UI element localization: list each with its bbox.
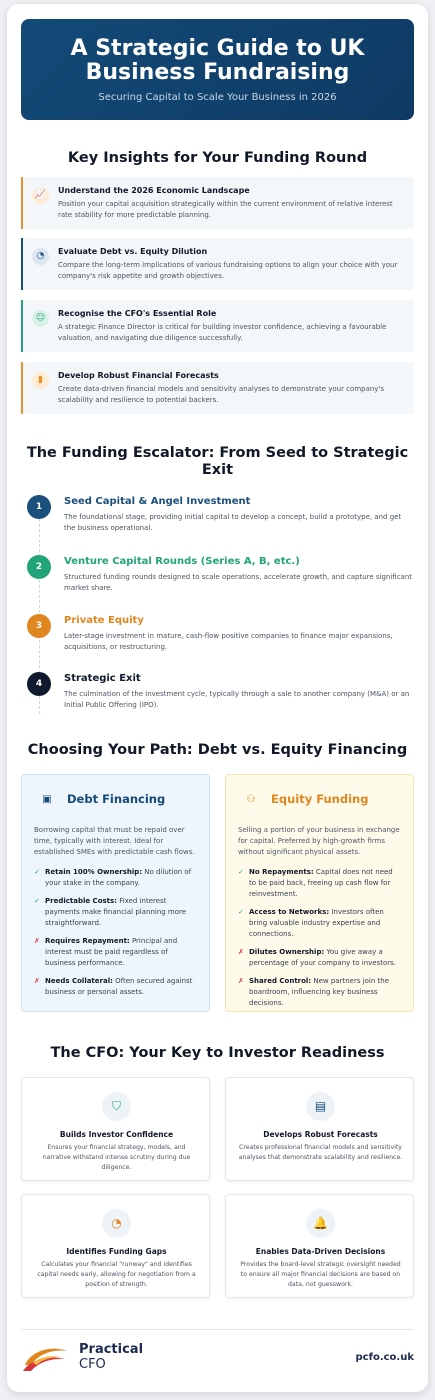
insight-accent-bar bbox=[21, 300, 23, 352]
hero-subtitle: Securing Capital to Scale Your Business in 2026 bbox=[98, 92, 337, 103]
escalator-title bbox=[7, 445, 428, 479]
step-number: 2 bbox=[27, 555, 51, 579]
cross-icon: ✗ bbox=[238, 977, 244, 985]
logo-text-line-2: CFO bbox=[79, 1357, 106, 1372]
logo-text bbox=[79, 1342, 143, 1372]
insight-title: Develop Robust Financial Forecasts bbox=[58, 371, 219, 380]
cfo-card-title: Enables Data-Driven Decisions bbox=[255, 1247, 386, 1256]
list-item bbox=[238, 867, 401, 900]
list-item bbox=[34, 896, 197, 929]
check-icon: ✓ bbox=[34, 897, 40, 905]
website-link[interactable]: pcfo.co.uk bbox=[355, 1352, 414, 1363]
escalator-title-line-1: The Funding Escalator: From Seed to Strategic bbox=[26, 445, 409, 461]
main-title bbox=[21, 37, 414, 85]
cfo-card-title: Identifies Funding Gaps bbox=[66, 1247, 167, 1256]
document-icon: ▤ bbox=[306, 1092, 335, 1121]
cross-icon: ✗ bbox=[34, 937, 40, 945]
step-title: Strategic Exit bbox=[64, 673, 141, 684]
point-text: Often secured against business or personal assets. bbox=[45, 977, 193, 996]
list-item bbox=[238, 976, 401, 1009]
point-label: Predictable Costs: bbox=[45, 897, 117, 905]
list-item bbox=[34, 976, 197, 998]
equity-card-header bbox=[238, 791, 401, 815]
insight-title: Understand the 2026 Economic Landscape bbox=[58, 186, 250, 195]
point-text: New partners join the boardroom, influencing key business decisions. bbox=[249, 977, 390, 1007]
main-title-line-1: A Strategic Guide to UK bbox=[70, 36, 365, 61]
step-desc: The culmination of the investment cycle, typically through a sale to another company (M&A) or an Initial Public Offering (IPO). bbox=[64, 690, 410, 709]
wallet-icon: ▣ bbox=[42, 794, 52, 805]
insight-card bbox=[21, 238, 414, 290]
user-check-icon: ☺ bbox=[32, 310, 49, 327]
check-icon: ✓ bbox=[238, 908, 244, 916]
step-number: 3 bbox=[27, 614, 51, 638]
list-item bbox=[34, 936, 197, 969]
insight-desc: Create data-driven financial models and sensitivity analyses to demonstrate your company's scalability and resilience to potential backers. bbox=[58, 385, 385, 404]
insight-card bbox=[21, 300, 414, 352]
insight-desc: Position your capital acquisition strategically within the current environment of relative interest rate stability for more predictable planning. bbox=[58, 200, 393, 219]
insights-title: Key Insights for Your Funding Round bbox=[67, 150, 368, 166]
step-title: Private Equity bbox=[64, 615, 144, 626]
check-icon: ✓ bbox=[34, 868, 40, 876]
list-item bbox=[238, 947, 401, 969]
chart-icon: 📈 bbox=[32, 187, 49, 204]
cfo-card bbox=[21, 1077, 210, 1181]
point-label: Dilutes Ownership: bbox=[249, 948, 325, 956]
insight-desc: A strategic Finance Director is critical for building investor confidence, achieving a favourable valuation, and navigating due diligence successfully. bbox=[58, 323, 387, 342]
infographic-page bbox=[7, 4, 428, 1392]
users-icon: ⚇ bbox=[246, 794, 256, 805]
equity-points bbox=[238, 867, 401, 1009]
escalator-title-line-2: Exit bbox=[201, 462, 234, 478]
insight-accent-bar bbox=[21, 362, 23, 414]
insight-accent-bar bbox=[21, 238, 23, 290]
practical-cfo-logo bbox=[21, 1341, 151, 1377]
shield-icon: ⛉ bbox=[102, 1092, 131, 1121]
pie-chart-icon: ◔ bbox=[102, 1209, 131, 1238]
footer-divider bbox=[21, 1329, 414, 1330]
step-desc: Structured funding rounds designed to scale operations, accelerate growth, and capture significant market share. bbox=[64, 573, 413, 592]
step-desc: Later-stage investment in mature, cash-flow positive companies to finance major expansions, acquisitions, or restructuring. bbox=[64, 632, 393, 651]
equity-card-intro: Selling a portion of your business in exchange for capital. Preferred by high-growth firms without significant physical assets. bbox=[238, 826, 400, 856]
step-title: Seed Capital & Angel Investment bbox=[64, 496, 251, 507]
point-text: Investors often bring valuable industry expertise and connections. bbox=[249, 908, 384, 938]
point-label: Retain 100% Ownership: bbox=[45, 868, 143, 876]
pie-icon: ◔ bbox=[32, 248, 49, 265]
point-text: Principal and interest must be paid regardless of business performance. bbox=[45, 937, 178, 967]
equity-card-title: Equity Funding bbox=[271, 792, 369, 806]
point-label: Needs Collateral: bbox=[45, 977, 113, 985]
cfo-card bbox=[225, 1077, 414, 1181]
step-desc: The foundational stage, providing initial capital to develop a concept, build a prototype, and get the business operational. bbox=[64, 513, 402, 532]
insight-title: Recognise the CFO's Essential Role bbox=[58, 309, 217, 318]
list-item bbox=[34, 867, 197, 889]
debt-card bbox=[21, 774, 210, 1012]
debt-points bbox=[34, 867, 197, 998]
debt-card-header bbox=[34, 791, 197, 815]
point-label: No Repayments: bbox=[249, 868, 314, 876]
debt-card-title: Debt Financing bbox=[67, 792, 166, 806]
main-title-line-2: Business Fundraising bbox=[85, 60, 350, 85]
hero-banner bbox=[21, 19, 414, 120]
insight-desc: Compare the long-term implications of various fundraising options to align your choice with your company's risk appetite and growth objectives. bbox=[58, 261, 398, 280]
paths-title: Choosing Your Path: Debt vs. Equity Financing bbox=[27, 742, 408, 758]
point-text: Fixed interest payments make financial planning more straightforward. bbox=[45, 897, 187, 927]
check-icon: ✓ bbox=[238, 868, 244, 876]
cfo-card-desc: Calculates your financial "runway" and identifies capital needs early, allowing for negotiation from a position of strength. bbox=[37, 1261, 196, 1288]
cfo-title: The CFO: Your Key to Investor Readiness bbox=[50, 1045, 385, 1061]
cfo-card bbox=[225, 1194, 414, 1298]
insight-card bbox=[21, 362, 414, 414]
cross-icon: ✗ bbox=[238, 948, 244, 956]
point-text: No dilution of your stake in the company. bbox=[45, 868, 192, 887]
debt-card-intro: Borrowing capital that must be repaid over time, typically with interest. Ideal for established SMEs with predictable cash flows. bbox=[34, 826, 195, 856]
logo-text-line-1: Practical bbox=[79, 1342, 144, 1357]
point-text: Capital does not need to be paid back, freeing up cash flow for reinvestment. bbox=[249, 868, 393, 898]
cross-icon: ✗ bbox=[34, 977, 40, 985]
cfo-card-title: Develops Robust Forecasts bbox=[263, 1130, 378, 1139]
list-item bbox=[238, 907, 401, 940]
logo-mark-icon bbox=[21, 1343, 71, 1375]
point-label: Access to Networks: bbox=[249, 908, 330, 916]
cfo-card-title: Builds Investor Confidence bbox=[59, 1130, 174, 1139]
insight-title: Evaluate Debt vs. Equity Dilution bbox=[58, 247, 208, 256]
step-number: 4 bbox=[27, 672, 51, 696]
bar-chart-icon: ▮ bbox=[32, 372, 49, 389]
step-number: 1 bbox=[27, 495, 51, 519]
insight-accent-bar bbox=[21, 177, 23, 229]
insight-card bbox=[21, 177, 414, 229]
cfo-card-desc: Ensures your financial strategy, models, and narrative withstand intense scrutiny during due diligence. bbox=[42, 1144, 191, 1171]
step-title: Venture Capital Rounds (Series A, B, etc.) bbox=[64, 556, 300, 567]
cfo-card-desc: Creates professional financial models and sensitivity analyses that demonstrate scalability and resilience. bbox=[238, 1144, 403, 1161]
cfo-card-desc: Provides the board-level strategic oversight needed to ensure all major financial decisions are based on data, not guesswork. bbox=[240, 1261, 401, 1288]
point-label: Requires Repayment: bbox=[45, 937, 130, 945]
equity-card bbox=[225, 774, 414, 1012]
point-text: You give away a percentage of your company to investors. bbox=[249, 948, 397, 967]
bell-icon: 🔔 bbox=[306, 1209, 335, 1238]
cfo-card bbox=[21, 1194, 210, 1298]
point-label: Shared Control: bbox=[249, 977, 312, 985]
